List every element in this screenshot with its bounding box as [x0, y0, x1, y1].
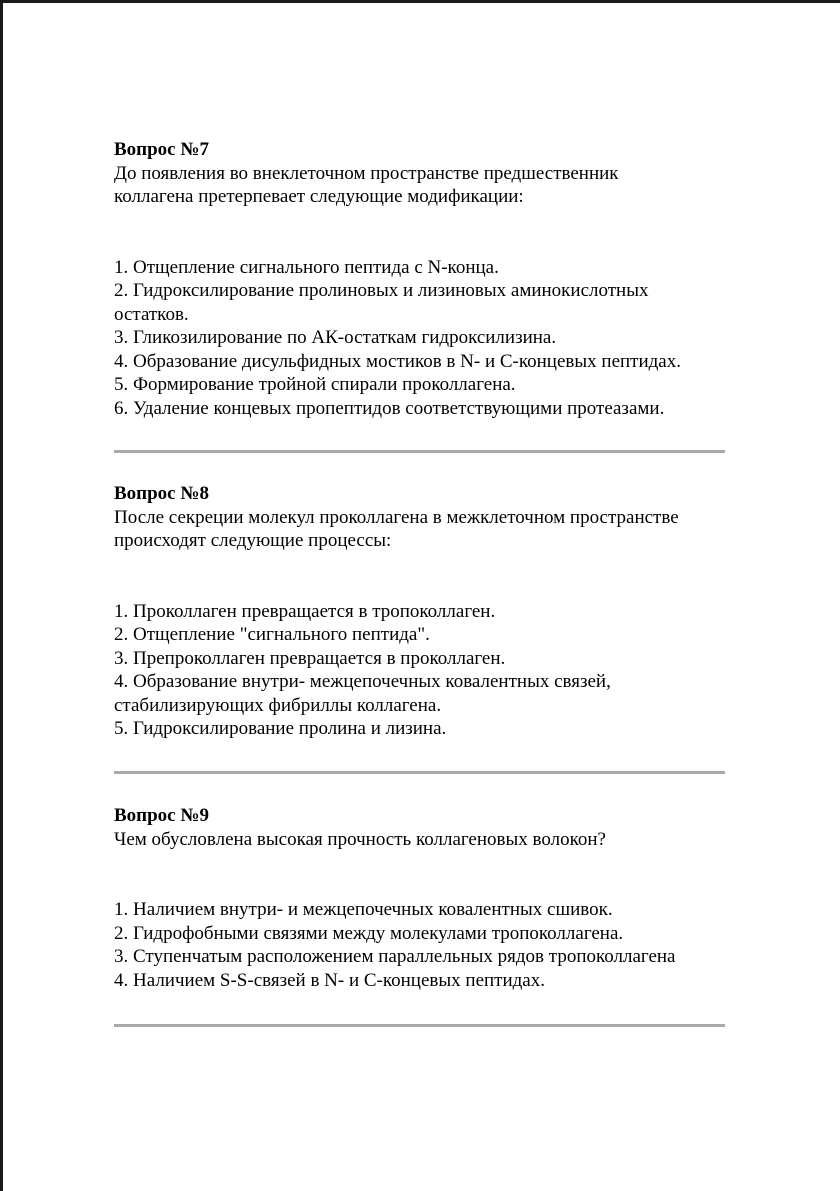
answer-option: 1. Проколлаген превращается в тропоколлаген. [114, 600, 496, 622]
answer-option: 4. Наличием S-S-связей в N- и С-концевых пептидах. [114, 969, 545, 991]
question-text-line: коллагена претерпевает следующие модификации: [114, 186, 524, 207]
answer-option: 1. Отщепление сигнального пептида с N-конца. [114, 256, 499, 278]
answer-option: 4. Образование дисульфидных мостиков в N- и С-концевых пептидах. [114, 350, 681, 372]
answer-option: 3. Гликозилирование по АК-остаткам гидроксилизина. [114, 327, 557, 348]
answer-option: 3. Препроколлаген превращается в проколлаген. [114, 647, 506, 669]
page-border-top [0, 0, 840, 3]
question-7 [114, 138, 734, 420]
page-border-left [0, 0, 3, 1191]
question-title: Вопрос №8 [114, 483, 209, 504]
answer-option: остатков. [114, 303, 189, 325]
answer-option: 4. Образование внутри- межцепочечных ковалентных связей, [114, 671, 611, 692]
question-title: Вопрос №9 [114, 805, 209, 826]
section-divider [114, 450, 725, 453]
question-text-line: Чем обусловлена высокая прочность коллагеновых волокон? [114, 828, 606, 850]
answer-option: 2. Гидрофобными связями между молекулами тропоколлагена. [114, 922, 624, 944]
answer-options-list [114, 256, 734, 421]
answer-option: 5. Гидроксилирование пролина и лизина. [114, 718, 447, 739]
question-text-line: После секреции молекул проколлагена в межклеточном пространстве [114, 506, 679, 528]
answer-option: 5. Формирование тройной спирали проколлагена. [114, 374, 516, 395]
question-8 [114, 482, 734, 741]
answer-option: 1. Наличием внутри- и межцепочечных ковалентных сшивок. [114, 899, 613, 920]
question-text-line: происходят следующие процессы: [114, 530, 392, 551]
answer-options-list [114, 600, 734, 741]
answer-option: 2. Гидроксилирование пролиновых и лизиновых аминокислотных [114, 280, 649, 301]
question-9 [114, 804, 734, 992]
question-title: Вопрос №7 [114, 139, 209, 160]
section-divider [114, 1024, 725, 1027]
answer-options-list [114, 898, 734, 992]
answer-option: 2. Отщепление "сигнального пептида". [114, 624, 430, 645]
answer-option: стабилизирующих фибриллы коллагена. [114, 694, 442, 716]
section-divider [114, 771, 725, 774]
answer-option: 3. Ступенчатым расположением параллельных рядов тропоколлагена [114, 946, 676, 967]
question-text-line: До появления во внеклеточном пространстве предшественник [114, 162, 619, 184]
answer-option: 6. Удаление концевых пропептидов соответствующими протеазами. [114, 397, 665, 419]
